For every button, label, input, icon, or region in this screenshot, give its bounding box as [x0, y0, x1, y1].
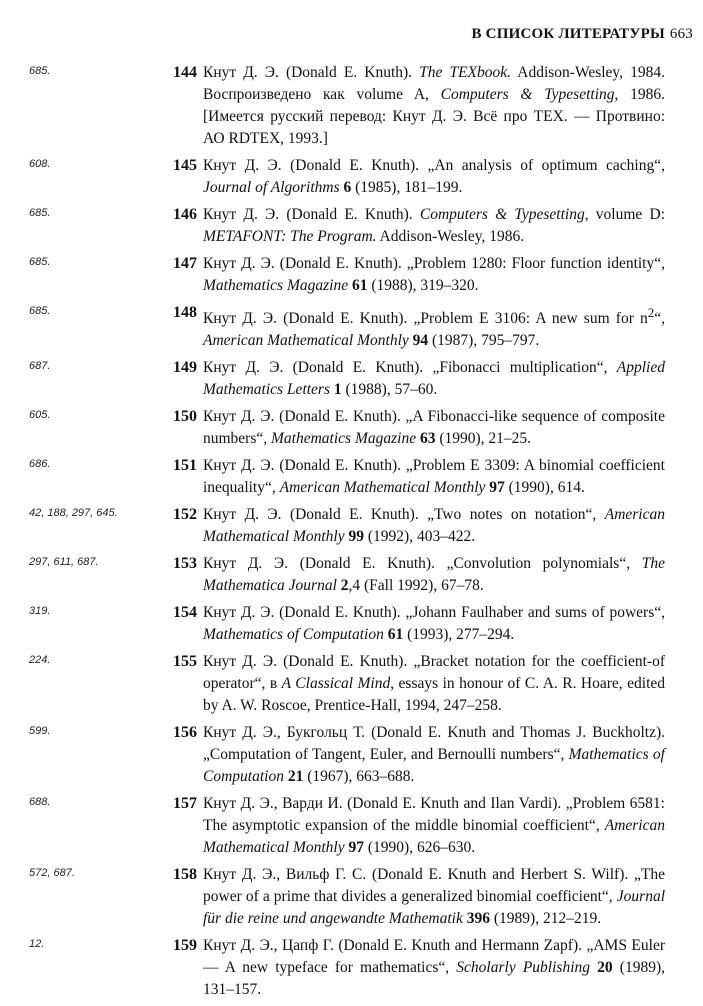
bibliography-entry [0, 253, 703, 297]
entry-text: Кнут Д. Э., Вильф Г. С. (Donald E. Knuth and Herbert S. Wilf). „The power of a prime that divides a generalized binomial coefficient“, Journal für die reine und angewandte Mathematik 396 (1989), 212–219. [203, 866, 665, 928]
entry-page-refs: 224. [29, 654, 51, 667]
entry-number: 150 [173, 408, 197, 426]
running-header [472, 26, 693, 43]
entry-page-refs: 688. [29, 796, 51, 809]
entry-text: Кнут Д. Э. (Donald E. Knuth). „Fibonacci multiplication“, Applied Mathematics Letters 1 (1988), 57–60. [203, 359, 665, 399]
page-number: 663 [669, 26, 693, 42]
entry-number: 155 [173, 653, 197, 671]
entry-text: Кнут Д. Э. (Donald E. Knuth). „Two notes on notation“, American Mathematical Monthly 99 (1992), 403–422. [203, 506, 665, 546]
entry-page-refs: 42, 188, 297, 645. [29, 507, 118, 520]
entry-page-refs: 608. [29, 158, 51, 170]
bibliography-entry [0, 864, 703, 930]
entry-text: Кнут Д. Э. (Donald E. Knuth). „Problem E 3309: A binomial coefficient inequality“, American Mathematical Monthly 97 (1990), 614. [203, 457, 665, 497]
entry-text: Кнут Д. Э. (Donald E. Knuth). „Bracket notation for the coefficient-of operator“, в A Classical Mind, essays in honour of C. A. R. Hoare, edited by A. W. Roscoe, Prentice-Hall, 1994, 247–258. [203, 653, 666, 715]
bibliography-entry [0, 357, 703, 401]
entry-number: 148 [173, 304, 197, 321]
entry-number: 149 [173, 359, 197, 377]
bibliography-entry [0, 302, 703, 352]
entry-page-refs: 297, 611, 687. [29, 556, 99, 569]
bibliography-entry [0, 406, 703, 450]
entry-number: 153 [173, 555, 197, 573]
entry-number: 157 [173, 795, 197, 813]
entry-page-refs: 686. [29, 458, 51, 471]
entry-page-refs: 12. [29, 938, 45, 951]
entry-text: Кнут Д. Э. (Donald E. Knuth). „An analysis of optimum caching“, Journal of Algorithms 6 (1985), 181–199. [203, 157, 665, 196]
entry-page-refs: 572, 687. [29, 867, 75, 880]
entry-text: Кнут Д. Э., Букгольц Т. (Donald E. Knuth and Thomas J. Buckholtz). „Computation of Tangent, Euler, and Bernoulli numbers“, Mathematics of Computation 21 (1967), 663–688. [203, 724, 665, 786]
entry-number: 151 [173, 457, 197, 475]
entry-number: 154 [173, 604, 197, 622]
entry-text: Кнут Д. Э. (Donald E. Knuth). „Johann Faulhaber and sums of powers“, Mathematics of Computation 61 (1993), 277–294. [203, 604, 665, 644]
section-title: В СПИСОК ЛИТЕРАТУРЫ [471, 26, 665, 42]
entry-text: Кнут Д. Э. (Donald E. Knuth). „Problem 1280: Floor function identity“, Mathematics Magazine 61 (1988), 319–320. [203, 255, 665, 294]
entry-text: Кнут Д. Э. (Donald E. Knuth). „Convolution polynomials“, The Mathematica Journal 2,4 (Fall 1992), 67–78. [203, 555, 665, 595]
bibliography-entry [0, 793, 703, 859]
entry-page-refs: 687. [29, 360, 51, 373]
bibliography-entry [0, 553, 703, 597]
entry-page-refs: 605. [29, 409, 51, 422]
entry-number: 156 [173, 724, 197, 742]
entry-number: 146 [173, 206, 197, 223]
entry-page-refs: 685. [29, 207, 51, 219]
bibliography-entry [0, 722, 703, 788]
entry-page-refs: 319. [29, 605, 51, 618]
entry-text: Кнут Д. Э. (Donald E. Knuth). „A Fibonacci-like sequence of composite numbers“, Mathematics Magazine 63 (1990), 21–25. [203, 408, 665, 448]
entry-text: Кнут Д. Э. (Donald E. Knuth). Computers & Typesetting, volume D: METAFONT: The Program. Addison-Wesley, 1986. [203, 206, 666, 245]
entry-text: Кнут Д. Э. (Donald E. Knuth). The TEXbook. Addison-Wesley, 1984. Воспроизведено как volume A, Computers & Typesetting, 1986. [Имеется русский перевод: Кнут Д. Э. Всё про TEX. — Протвино: АО RDTEX, 1993.] [203, 64, 666, 147]
bibliography-list [0, 62, 703, 1006]
entry-number: 152 [173, 506, 197, 524]
entry-text: Кнут Д. Э., Варди И. (Donald E. Knuth and Ilan Vardi). „Problem 6581: The asymptotic expansion of the middle binomial coefficient“, American Mathematical Monthly 97 (1990), 626–630. [203, 795, 665, 857]
bibliography-entry [0, 602, 703, 646]
entry-page-refs: 685. [29, 256, 51, 268]
entry-number: 147 [173, 255, 197, 272]
bibliography-entry [0, 62, 703, 150]
entry-page-refs: 599. [29, 725, 51, 738]
bibliography-entry [0, 155, 703, 199]
bibliography-entry [0, 455, 703, 499]
entry-number: 159 [173, 937, 197, 955]
entry-page-refs: 685. [29, 65, 51, 77]
entry-page-refs: 685. [29, 305, 51, 317]
bibliography-entry [0, 204, 703, 248]
entry-number: 145 [173, 157, 197, 174]
entry-text: Кнут Д. Э., Цапф Г. (Donald E. Knuth and Hermann Zapf). „AMS Euler — A new typeface for mathematics“, Scholarly Publishing 20 (1989), 131–157. [203, 937, 665, 999]
bibliography-entry [0, 935, 703, 1001]
entry-text: Кнут Д. Э. (Donald E. Knuth). „Problem E 3106: A new sum for $n^2“$, American Mathematical Monthly 94 (1987), 795–797. [203, 305, 665, 350]
entry-number: 144 [173, 64, 197, 81]
entry-number: 158 [173, 866, 197, 884]
bibliography-entry [0, 504, 703, 548]
bibliography-entry [0, 651, 703, 717]
